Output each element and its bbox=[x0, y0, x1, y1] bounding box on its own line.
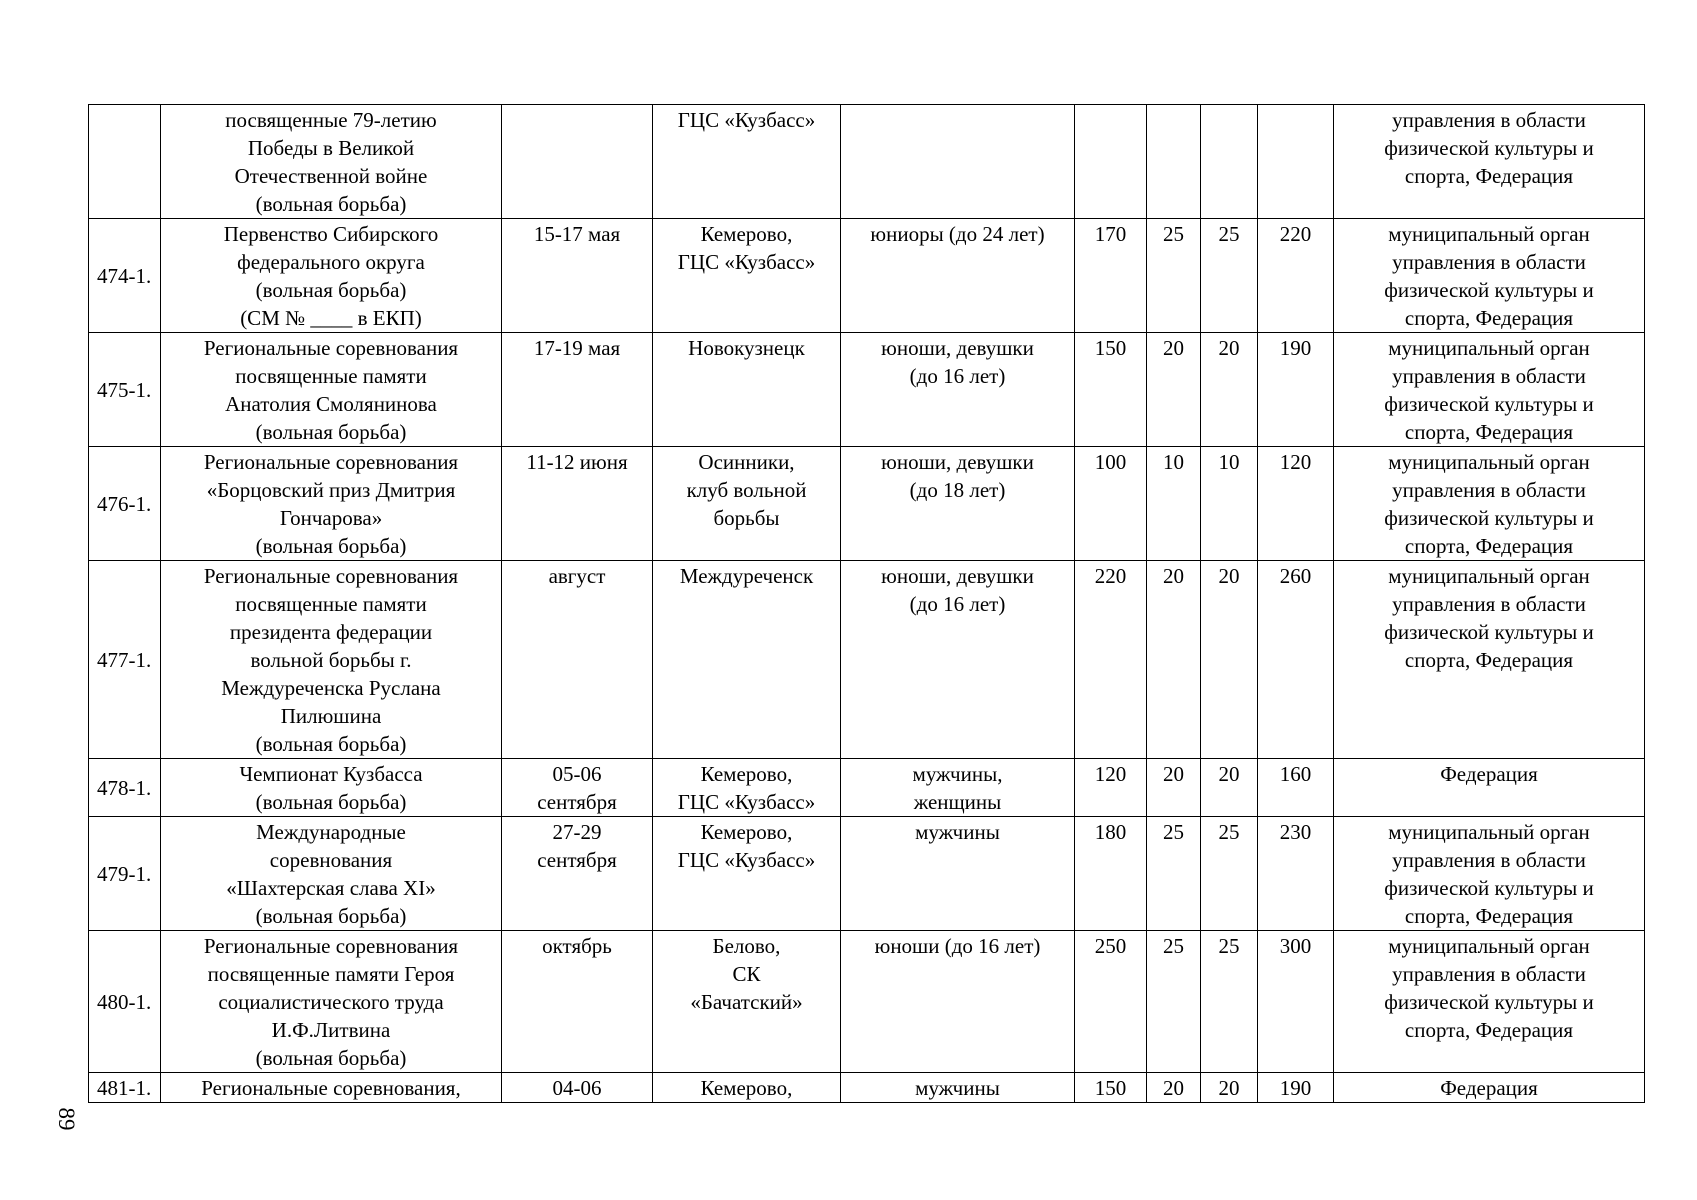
event-date: 15-17 мая bbox=[502, 219, 653, 333]
event-place: Осинники, клуб вольной борьбы bbox=[653, 447, 841, 561]
count-col2: 25 bbox=[1147, 817, 1201, 931]
event-name: посвященные 79-летию Победы в Великой Отечественной войне (вольная борьба) bbox=[161, 105, 502, 219]
count-col2: 20 bbox=[1147, 561, 1201, 759]
count-total: 150 bbox=[1075, 1073, 1147, 1103]
count-col3: 25 bbox=[1201, 817, 1258, 931]
event-name: Региональные соревнования посвященные памяти Героя социалистического труда И.Ф.Литвина (вольная борьба) bbox=[161, 931, 502, 1073]
count-col3: 20 bbox=[1201, 1073, 1258, 1103]
organizer: муниципальный орган управления в области физической культуры и спорта, Федерация bbox=[1334, 447, 1645, 561]
count-col3 bbox=[1201, 105, 1258, 219]
participants: мужчины bbox=[841, 1073, 1075, 1103]
count-sum: 230 bbox=[1258, 817, 1334, 931]
row-number: 478-1. bbox=[89, 759, 161, 817]
count-total: 150 bbox=[1075, 333, 1147, 447]
count-col3: 25 bbox=[1201, 219, 1258, 333]
event-date: октябрь bbox=[502, 931, 653, 1073]
count-sum: 220 bbox=[1258, 219, 1334, 333]
count-sum: 260 bbox=[1258, 561, 1334, 759]
participants: мужчины, женщины bbox=[841, 759, 1075, 817]
event-name: Международные соревнования «Шахтерская слава XI» (вольная борьба) bbox=[161, 817, 502, 931]
count-col2 bbox=[1147, 105, 1201, 219]
count-col3: 25 bbox=[1201, 931, 1258, 1073]
row-number: 479-1. bbox=[89, 817, 161, 931]
table-row bbox=[89, 561, 1645, 759]
count-col2: 20 bbox=[1147, 333, 1201, 447]
event-name: Чемпионат Кузбасса (вольная борьба) bbox=[161, 759, 502, 817]
organizer: муниципальный орган управления в области физической культуры и спорта, Федерация bbox=[1334, 333, 1645, 447]
organizer: муниципальный орган управления в области физической культуры и спорта, Федерация bbox=[1334, 931, 1645, 1073]
count-total: 250 bbox=[1075, 931, 1147, 1073]
count-sum: 120 bbox=[1258, 447, 1334, 561]
count-sum: 190 bbox=[1258, 333, 1334, 447]
participants: юноши, девушки (до 16 лет) bbox=[841, 561, 1075, 759]
row-number: 474-1. bbox=[89, 219, 161, 333]
count-sum: 300 bbox=[1258, 931, 1334, 1073]
count-col2: 20 bbox=[1147, 759, 1201, 817]
event-date: 27-29 сентября bbox=[502, 817, 653, 931]
organizer: Федерация bbox=[1334, 1073, 1645, 1103]
table-row bbox=[89, 1073, 1645, 1103]
event-date: 04-06 bbox=[502, 1073, 653, 1103]
table-row bbox=[89, 817, 1645, 931]
participants: юноши, девушки (до 18 лет) bbox=[841, 447, 1075, 561]
count-col2: 20 bbox=[1147, 1073, 1201, 1103]
event-place: Кемерово, ГЦС «Кузбасс» bbox=[653, 219, 841, 333]
count-total: 180 bbox=[1075, 817, 1147, 931]
event-place: Междуреченск bbox=[653, 561, 841, 759]
count-total: 100 bbox=[1075, 447, 1147, 561]
row-number: 475-1. bbox=[89, 333, 161, 447]
row-number: 476-1. bbox=[89, 447, 161, 561]
table-row bbox=[89, 219, 1645, 333]
count-total: 170 bbox=[1075, 219, 1147, 333]
event-place: Кемерово, bbox=[653, 1073, 841, 1103]
event-date: август bbox=[502, 561, 653, 759]
count-total: 220 bbox=[1075, 561, 1147, 759]
event-name: Региональные соревнования посвященные памяти Анатолия Смолянинова (вольная борьба) bbox=[161, 333, 502, 447]
row-number bbox=[89, 105, 161, 219]
count-sum bbox=[1258, 105, 1334, 219]
participants: юноши, девушки (до 16 лет) bbox=[841, 333, 1075, 447]
event-place: Кемерово, ГЦС «Кузбасс» bbox=[653, 817, 841, 931]
count-col3: 20 bbox=[1201, 333, 1258, 447]
count-total bbox=[1075, 105, 1147, 219]
participants bbox=[841, 105, 1075, 219]
event-name: Региональные соревнования посвященные памяти президента федерации вольной борьбы г. Междуреченска Руслана Пилюшина (вольная борьба) bbox=[161, 561, 502, 759]
table-row bbox=[89, 931, 1645, 1073]
count-col3: 20 bbox=[1201, 759, 1258, 817]
event-date: 05-06 сентября bbox=[502, 759, 653, 817]
row-number: 481-1. bbox=[89, 1073, 161, 1103]
row-number: 480-1. bbox=[89, 931, 161, 1073]
event-place: Новокузнецк bbox=[653, 333, 841, 447]
event-name: Региональные соревнования, bbox=[161, 1073, 502, 1103]
event-name: Первенство Сибирского федерального округа (вольная борьба) (СМ № ____ в ЕКП) bbox=[161, 219, 502, 333]
organizer: муниципальный орган управления в области физической культуры и спорта, Федерация bbox=[1334, 561, 1645, 759]
event-name: Региональные соревнования «Борцовский приз Дмитрия Гончарова» (вольная борьба) bbox=[161, 447, 502, 561]
count-sum: 160 bbox=[1258, 759, 1334, 817]
event-date bbox=[502, 105, 653, 219]
event-date: 17-19 мая bbox=[502, 333, 653, 447]
events-table bbox=[88, 104, 1645, 1103]
organizer: муниципальный орган управления в области физической культуры и спорта, Федерация bbox=[1334, 817, 1645, 931]
page-number: 89 bbox=[54, 1107, 79, 1131]
count-col2: 25 bbox=[1147, 219, 1201, 333]
table-row bbox=[89, 759, 1645, 817]
organizer: управления в области физической культуры и спорта, Федерация bbox=[1334, 105, 1645, 219]
count-sum: 190 bbox=[1258, 1073, 1334, 1103]
participants: юниоры (до 24 лет) bbox=[841, 219, 1075, 333]
participants: юноши (до 16 лет) bbox=[841, 931, 1075, 1073]
count-col3: 20 bbox=[1201, 561, 1258, 759]
event-place: ГЦС «Кузбасс» bbox=[653, 105, 841, 219]
event-place: Кемерово, ГЦС «Кузбасс» bbox=[653, 759, 841, 817]
table-row bbox=[89, 447, 1645, 561]
organizer: Федерация bbox=[1334, 759, 1645, 817]
count-col3: 10 bbox=[1201, 447, 1258, 561]
event-date: 11-12 июня bbox=[502, 447, 653, 561]
count-col2: 10 bbox=[1147, 447, 1201, 561]
organizer: муниципальный орган управления в области физической культуры и спорта, Федерация bbox=[1334, 219, 1645, 333]
participants: мужчины bbox=[841, 817, 1075, 931]
table-row bbox=[89, 105, 1645, 219]
row-number: 477-1. bbox=[89, 561, 161, 759]
event-place: Белово, СК «Бачатский» bbox=[653, 931, 841, 1073]
table-row bbox=[89, 333, 1645, 447]
count-total: 120 bbox=[1075, 759, 1147, 817]
count-col2: 25 bbox=[1147, 931, 1201, 1073]
